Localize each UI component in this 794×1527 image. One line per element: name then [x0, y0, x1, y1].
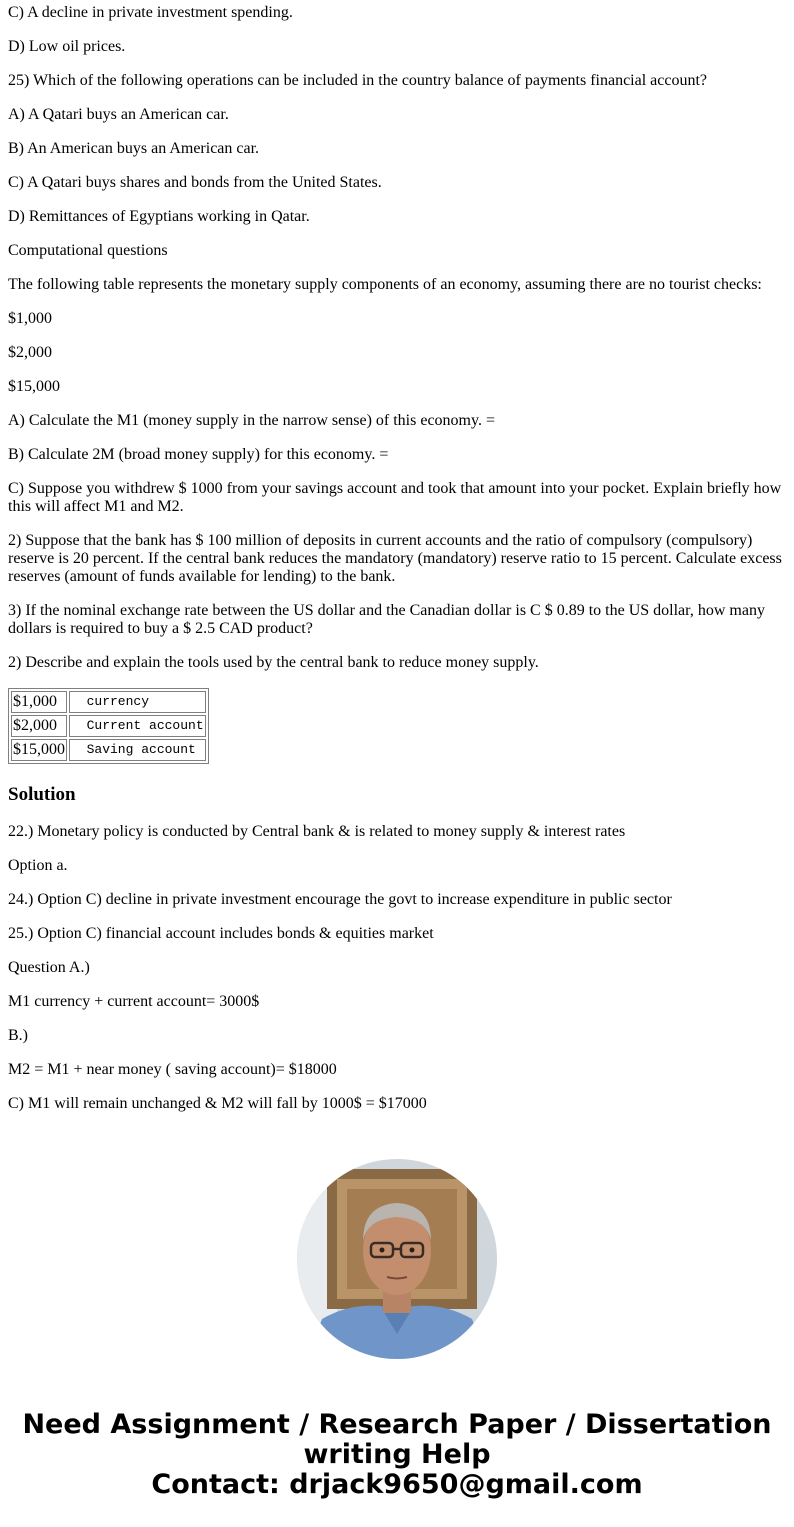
option-c-text: C) A Qatari buys shares and bonds from the United States.: [8, 174, 382, 191]
amount-text: $15,000: [8, 378, 60, 395]
option-c-text: C) A decline in private investment spending.: [8, 4, 293, 21]
table-cell-amount: $1,000: [11, 691, 67, 713]
question-2-tools-text: 2) Describe and explain the tools used by the central bank to reduce money supply.: [8, 654, 539, 671]
solution-line: 22.) Monetary policy is conducted by Central bank & is related to money supply & interest rates: [8, 823, 626, 840]
document-body: [0, 4, 794, 1113]
solution-line: C) M1 will remain unchanged & M2 will fall by 1000$ = $17000: [8, 1095, 427, 1112]
question-b-text: B) Calculate 2M (broad money supply) for this economy. =: [8, 446, 389, 463]
question-2-reserve-text: 2) Suppose that the bank has $ 100 million of deposits in current accounts and the ratio of compulsory (compulsory) reserve is 20 percent. If the central bank reduces the mandatory (mandatory) reserve ratio to 15 percent. Calculate excess reserves (amount of funds available for lending) to the bank.: [8, 532, 782, 585]
question-c-text: C) Suppose you withdrew $ 1000 from your savings account and took that amount into your pocket. Explain briefly how this will affect M1 and M2.: [8, 480, 782, 515]
author-avatar-container: [0, 1159, 794, 1359]
option-a-text: A) A Qatari buys an American car.: [8, 106, 229, 123]
solution-line: M2 = M1 + near money ( saving account)= $18000: [8, 1061, 337, 1078]
promo-banner: [0, 1410, 794, 1500]
table-cell-label: Current account: [69, 715, 206, 737]
solution-line: Question A.): [8, 959, 90, 976]
table-cell-label: currency: [69, 691, 206, 713]
table-row: [11, 715, 206, 737]
table-row: [11, 691, 206, 713]
table-row: [11, 739, 206, 761]
table-cell-label: Saving account: [69, 739, 206, 761]
option-d-text: D) Remittances of Egyptians working in Qatar.: [8, 208, 310, 225]
solution-line: 25.) Option C) financial account includes bonds & equities market: [8, 925, 434, 942]
section-heading: Computational questions: [8, 242, 168, 259]
option-d-text: D) Low oil prices.: [8, 38, 126, 55]
promo-contact: Contact: drjack9650@gmail.com: [151, 1469, 643, 1500]
table-intro-text: The following table represents the monetary supply components of an economy, assuming there are no tourist checks:: [8, 276, 762, 293]
solution-heading: Solution: [8, 784, 76, 805]
promo-headline: Need Assignment / Research Paper / Dissertation writing Help: [22, 1409, 772, 1470]
question-25-text: 25) Which of the following operations can be included in the country balance of payments financial account?: [8, 72, 708, 89]
question-3-exchange-text: 3) If the nominal exchange rate between the US dollar and the Canadian dollar is C $ 0.89 to the US dollar, how many dollars is required to buy a $ 2.5 CAD product?: [8, 602, 765, 637]
question-a-text: A) Calculate the M1 (money supply in the narrow sense) of this economy. =: [8, 412, 495, 429]
solution-line: 24.) Option C) decline in private investment encourage the govt to increase expenditure in public sector: [8, 891, 672, 908]
table-cell-amount: $2,000: [11, 715, 67, 737]
solution-line: B.): [8, 1027, 28, 1044]
amount-text: $2,000: [8, 344, 52, 361]
money-supply-table: [8, 688, 209, 764]
author-avatar: [297, 1159, 497, 1359]
table-cell-amount: $15,000: [11, 739, 67, 761]
solution-line: Option a.: [8, 857, 68, 874]
author-portrait-icon: [297, 1159, 497, 1359]
option-b-text: B) An American buys an American car.: [8, 140, 260, 157]
amount-text: $1,000: [8, 310, 52, 327]
solution-line: M1 currency + current account= 3000$: [8, 993, 260, 1010]
